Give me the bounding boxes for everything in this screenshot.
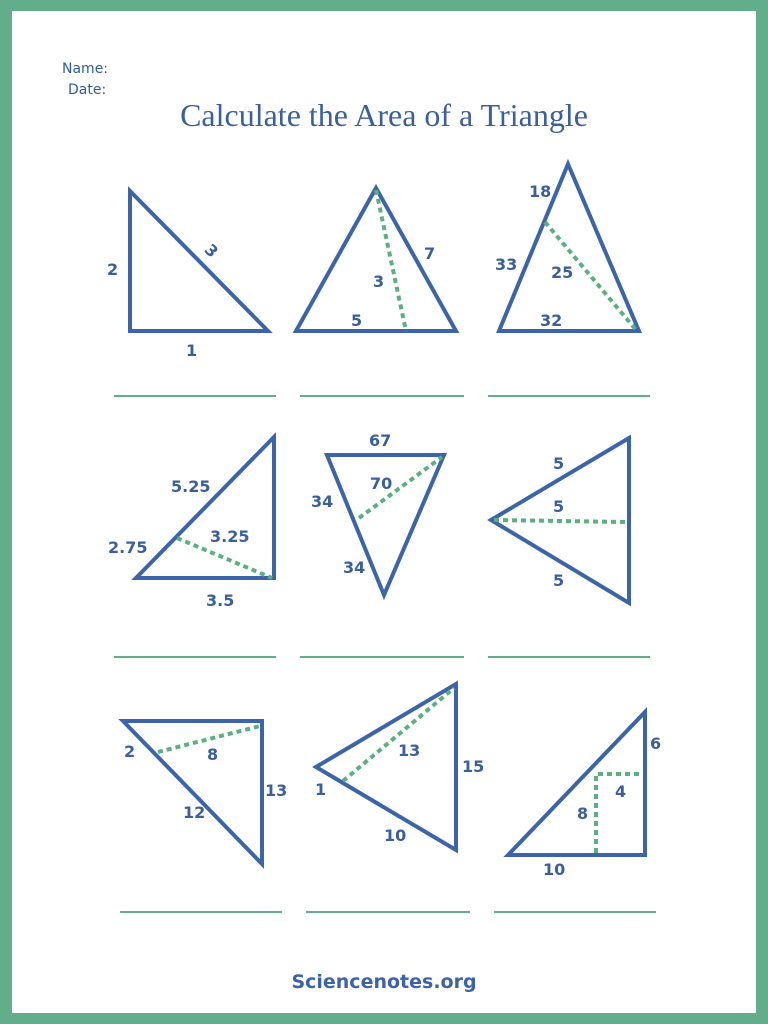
triangle-7 bbox=[123, 721, 287, 864]
triangle-8-label: 13 bbox=[398, 741, 421, 760]
triangle-4-label: 3.25 bbox=[210, 527, 250, 546]
triangle-3-label: 18 bbox=[529, 182, 552, 201]
triangle-1-label: 2 bbox=[107, 260, 119, 279]
triangle-5-label: 67 bbox=[369, 431, 392, 450]
triangle-1-label: 3 bbox=[200, 239, 222, 262]
triangle-3 bbox=[495, 164, 639, 331]
triangle-4-label: 2.75 bbox=[108, 538, 148, 557]
triangle-8-label: 15 bbox=[462, 757, 485, 776]
triangle-1-outline bbox=[130, 191, 268, 331]
footer-site: Sciencenotes.org bbox=[291, 971, 477, 993]
triangle-6-label: 5 bbox=[553, 497, 565, 516]
triangle-1-label: 1 bbox=[186, 341, 198, 360]
triangle-5-label: 34 bbox=[311, 492, 334, 511]
page-title: Calculate the Area of a Triangle bbox=[180, 97, 588, 133]
triangle-6-height bbox=[494, 520, 627, 522]
triangle-8-label: 10 bbox=[384, 826, 407, 845]
triangle-5-label: 70 bbox=[370, 474, 393, 493]
triangle-2-label: 5 bbox=[351, 311, 363, 330]
triangle-7-label: 12 bbox=[183, 803, 206, 822]
triangle-9 bbox=[508, 712, 661, 879]
triangle-6-label: 5 bbox=[553, 571, 565, 590]
triangle-4 bbox=[108, 437, 274, 610]
triangle-3-label: 32 bbox=[540, 311, 563, 330]
triangle-7-label: 2 bbox=[124, 742, 136, 761]
triangle-2-label: 3 bbox=[373, 272, 385, 291]
triangle-9-label: 6 bbox=[650, 734, 662, 753]
triangle-2 bbox=[296, 188, 456, 331]
triangle-2-label: 7 bbox=[424, 244, 436, 263]
triangle-6-label: 5 bbox=[553, 454, 565, 473]
triangle-3-label: 25 bbox=[551, 263, 574, 282]
triangle-4-label: 5.25 bbox=[171, 477, 211, 496]
triangle-7-label: 13 bbox=[265, 781, 288, 800]
triangle-7-label: 8 bbox=[207, 745, 219, 764]
triangle-4-outline bbox=[136, 437, 274, 578]
triangle-4-label: 3.5 bbox=[206, 591, 235, 610]
triangle-6 bbox=[491, 438, 629, 603]
triangle-9-label: 4 bbox=[615, 782, 627, 801]
name-label: Name: bbox=[62, 61, 109, 77]
triangle-9-label: 10 bbox=[543, 860, 566, 879]
date-label: Date: bbox=[68, 82, 107, 98]
triangle-3-label: 33 bbox=[495, 255, 518, 274]
triangle-9-label: 8 bbox=[577, 804, 589, 823]
triangle-5-label: 34 bbox=[343, 558, 366, 577]
triangle-7-outline bbox=[123, 721, 262, 864]
triangle-8-label: 1 bbox=[315, 780, 327, 799]
triangle-1 bbox=[107, 191, 268, 360]
triangle-8 bbox=[315, 684, 484, 850]
triangle-8-height bbox=[343, 688, 454, 781]
triangle-5 bbox=[311, 431, 444, 595]
